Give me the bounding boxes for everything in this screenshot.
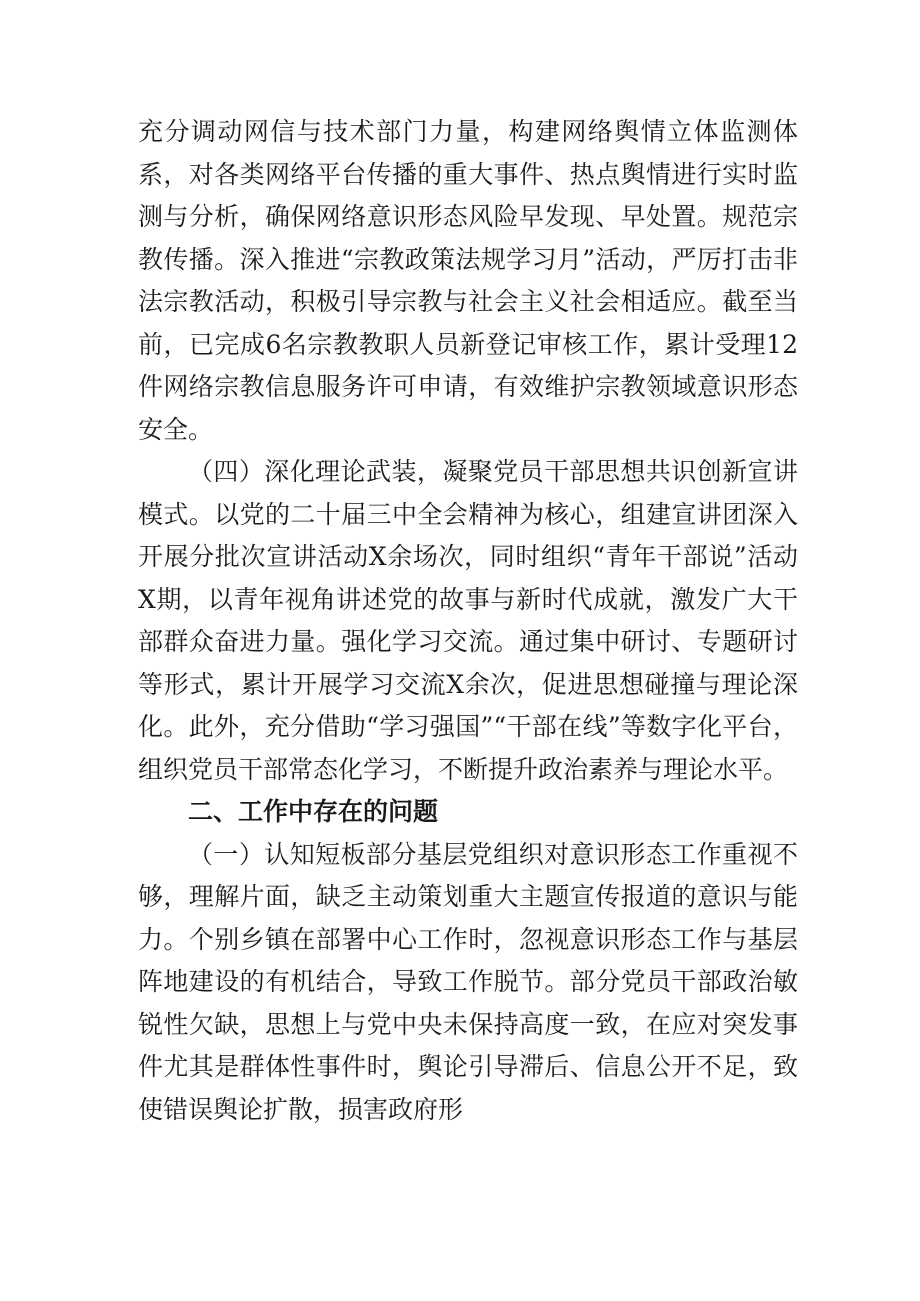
document-body <box>138 111 798 1131</box>
body-paragraph-cognitive-shortcoming: （一）认知短板部分基层党组织对意识形态工作重视不够，理解片面，缺乏主动策划重大主题宣传报道的意识与能力。个别乡镇在部署中心工作时，忽视意识形态工作与基层阵地建设的有机结合，导致工作脱节。部分党员干部政治敏锐性欠缺，思想上与党中央未保持高度一致，在应对突发事件尤其是群体性事件时，舆论引导滞后、信息公开不足，致使错误舆论扩散，损害政府形 <box>138 839 798 1124</box>
section-heading-problems: 二、工作中存在的问题 <box>188 797 439 826</box>
body-paragraph-continuation: 充分调动网信与技术部门力量，构建网络舆情立体监测体系，对各类网络平台传播的重大事件、热点舆情进行实时监测与分析，确保网络意识形态风险早发现、早处置。规范宗教传播。深入推进“宗教政策法规学习月”活动，严厉打击非法宗教活动，积极引导宗教与社会主义社会相适应。截至当前，已完成6名宗教教职人员新登记审核工作，累计受理12件网络宗教信息服务许可申请，有效维护宗教领域意识形态安全。 <box>138 117 798 444</box>
body-paragraph-theory-study: （四）深化理论武装，凝聚党员干部思想共识创新宣讲模式。以党的二十届三中全会精神为核心，组建宣讲团深入开展分批次宣讲活动X余场次，同时组织“青年干部说”活动X期，以青年视角讲述党的故事与新时代成就，激发广大干部群众奋进力量。强化学习交流。通过集中研讨、专题研讨等形式，累计开展学习交流X余次，促进思想碰撞与理论深化。此外，充分借助“学习强国”“干部在线”等数字化平台，组织党员干部常态化学习，不断提升政治素养与理论水平。 <box>138 457 798 784</box>
